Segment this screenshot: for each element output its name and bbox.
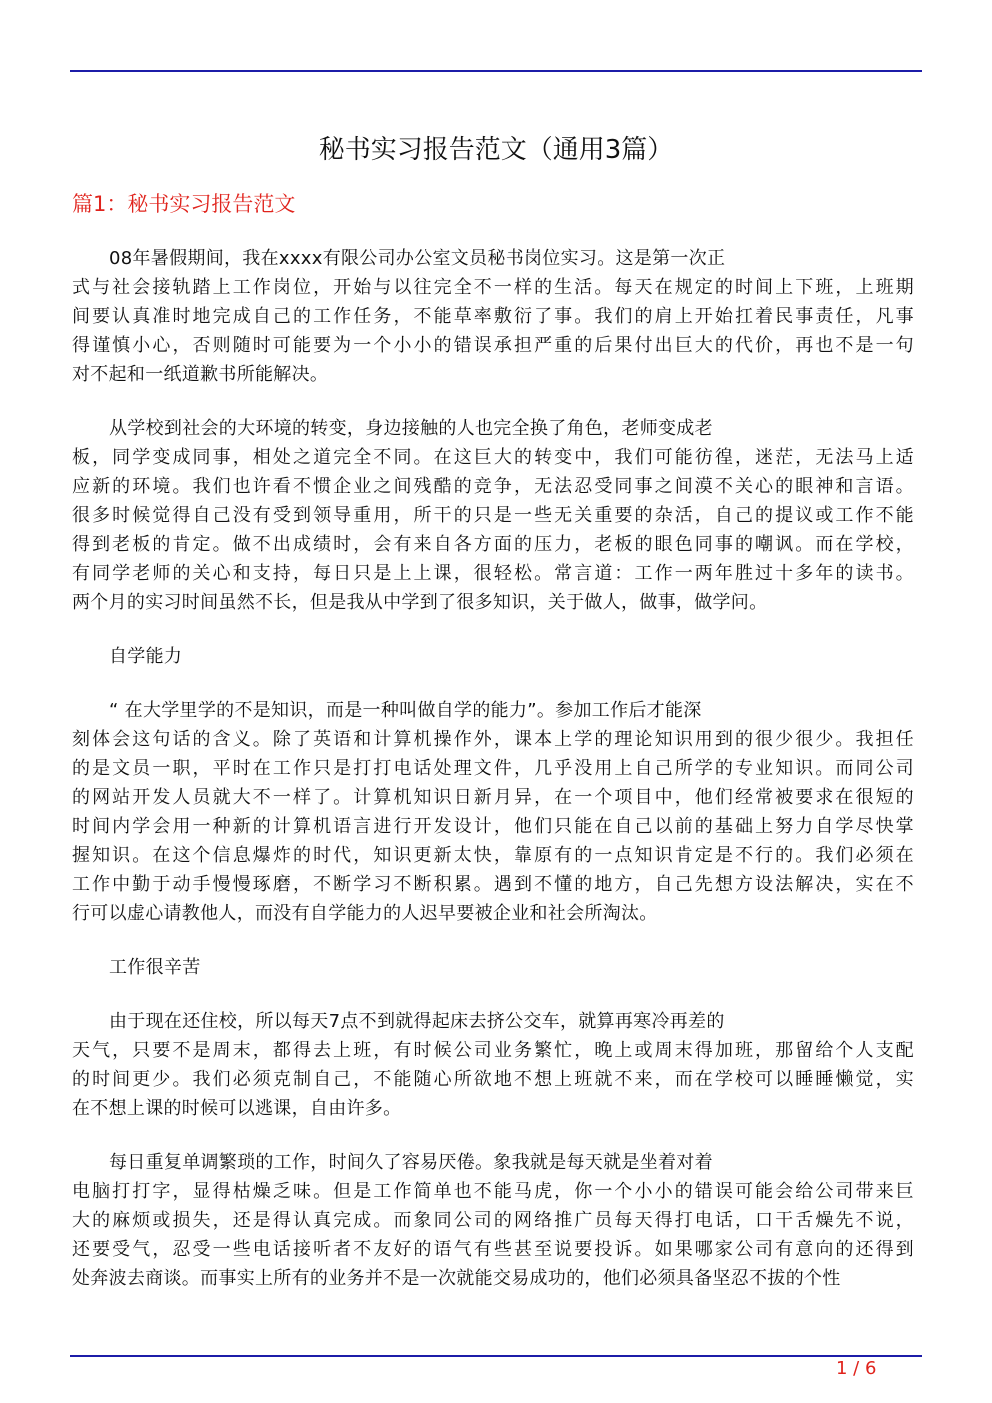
paragraph-line: 对不起和一纸道歉书所能解决。 — [72, 364, 329, 385]
paragraph-line: 从学校到社会的大环境的转变，身边接触的人也完全换了角色，老师变成老 — [109, 418, 713, 439]
header-rule — [70, 70, 922, 72]
paragraph-line: 得到老板的肯定。做不出成绩时，会有来自各方面的压力，老板的眼色同事的嘲讽。而在学校， — [72, 534, 914, 555]
paragraph-line: 处奔波去商谈。而事实上所有的业务并不是一次就能交易成功的，他们必须具备坚忍不拔的个性 — [72, 1268, 841, 1289]
paragraph-line: 得谨慎小心，否则随时可能要为一个小小的错误承担严重的后果付出巨大的代价，再也不是一句 — [72, 335, 914, 356]
subheading: 自学能力 — [109, 646, 183, 667]
page-title: 秘书实习报告范文（通用3篇） — [318, 135, 674, 165]
subheading: 工作很辛苦 — [109, 957, 201, 978]
paragraph — [72, 696, 914, 928]
paragraph-line: 有同学老师的关心和支持，每日只是上上课，很轻松。常言道：工作一两年胜过十多年的读书。 — [72, 563, 914, 584]
paragraph-line: 很多时候觉得自己没有受到领导重用，所干的只是一些无关重要的杂活，自己的提议或工作不能 — [72, 505, 914, 526]
section-heading: 篇1：秘书实习报告范文 — [72, 192, 296, 216]
paragraph — [72, 1007, 914, 1123]
paragraph-line: 08年暑假期间，我在xxxx有限公司办公室文员秘书岗位实习。这是第一次正 — [109, 248, 726, 269]
paragraph-line: 每日重复单调繁琐的工作，时间久了容易厌倦。象我就是每天就是坐着对着 — [109, 1152, 713, 1173]
paragraph-line: 工作中勤于动手慢慢琢磨，不断学习不断积累。遇到不懂的地方，自己先想方设法解决，实在不 — [72, 874, 914, 895]
paragraph-line: 式与社会接轨踏上工作岗位，开始与以往完全不一样的生活。每天在规定的时间上下班，上班期 — [72, 277, 914, 298]
paragraph-line: 大的麻烦或损失，还是得认真完成。而象同公司的网络推广员每天得打电话，口干舌燥先不说， — [72, 1210, 914, 1231]
paragraph-line: 两个月的实习时间虽然不长，但是我从中学到了很多知识，关于做人，做事，做学问。 — [72, 592, 768, 613]
paragraph-line: 的时间更少。我们必须克制自己，不能随心所欲地不想上班就不来，而在学校可以睡睡懒觉，实 — [72, 1069, 914, 1090]
paragraph-line: 行可以虚心请教他人，而没有自学能力的人迟早要被企业和社会所淘汰。 — [72, 903, 658, 924]
paragraph-line: 板，同学变成同事，相处之道完全不同。在这巨大的转变中，我们可能彷徨，迷茫，无法马上适 — [72, 447, 914, 468]
paragraph-line: 刻体会这句话的含义。除了英语和计算机操作外，课本上学的理论知识用到的很少很少。我担任 — [72, 729, 914, 750]
paragraph — [72, 1148, 914, 1293]
footer-rule — [70, 1355, 922, 1357]
document-body — [72, 244, 914, 1318]
page-number: 1 / 6 — [836, 1358, 877, 1379]
paragraph-line: 天气，只要不是周末，都得去上班，有时候公司业务繁忙，晚上或周末得加班，那留给个人支配 — [72, 1040, 914, 1061]
paragraph-line: 还要受气，忍受一些电话接听者不友好的语气有些甚至说要投诉。如果哪家公司有意向的还得到 — [72, 1239, 914, 1260]
paragraph-line: 的是文员一职，平时在工作只是打打电话处理文件，几乎没用上自己所学的专业知识。而同公司 — [72, 758, 914, 779]
paragraph-line: 由于现在还住校，所以每天7点不到就得起床去挤公交车，就算再寒冷再差的 — [109, 1011, 725, 1032]
paragraph-line: 时间内学会用一种新的计算机语言进行开发设计，他们只能在自己以前的基础上努力自学尽快掌 — [72, 816, 914, 837]
paragraph-line: 在不想上课的时候可以逃课，自由许多。 — [72, 1098, 402, 1119]
paragraph — [72, 414, 914, 617]
paragraph-line: 的网站开发人员就大不一样了。计算机知识日新月异，在一个项目中，他们经常被要求在很短的 — [72, 787, 914, 808]
paragraph-line: “ 在大学里学的不是知识，而是一种叫做自学的能力”。参加工作后才能深 — [109, 700, 702, 721]
paragraph-line: 应新的环境。我们也许看不惯企业之间残酷的竞争，无法忍受同事之间漠不关心的眼神和言语。 — [72, 476, 914, 497]
paragraph-line: 电脑打打字，显得枯燥乏味。但是工作简单也不能马虎，你一个小小的错误可能会给公司带来巨 — [72, 1181, 914, 1202]
paragraph-line: 间要认真准时地完成自己的工作任务，不能草率敷衍了事。我们的肩上开始扛着民事责任，凡事 — [72, 306, 914, 327]
paragraph-line: 握知识。在这个信息爆炸的时代，知识更新太快，靠原有的一点知识肯定是不行的。我们必须在 — [72, 845, 914, 866]
paragraph — [72, 244, 914, 389]
